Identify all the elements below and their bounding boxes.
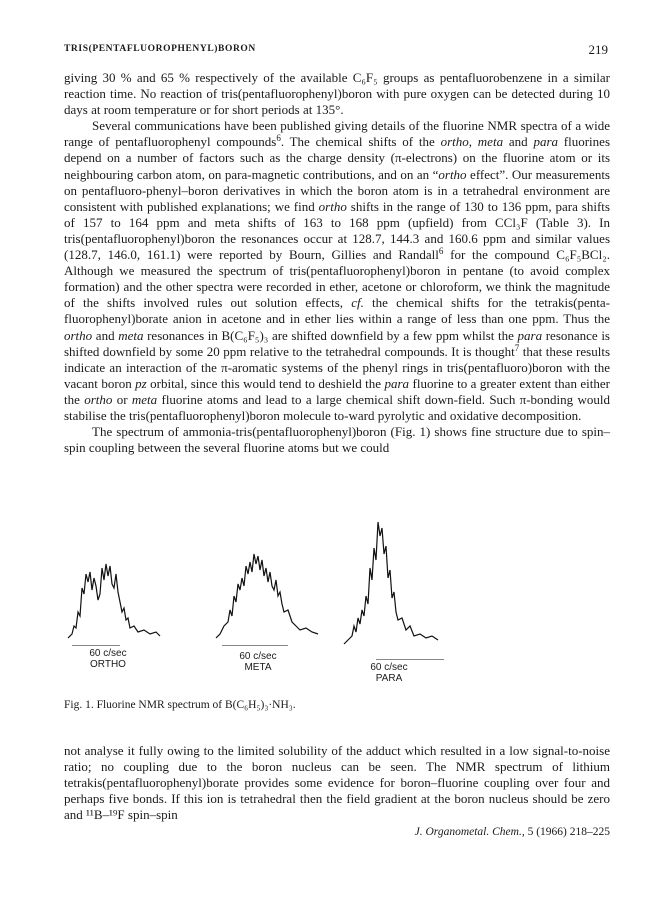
meta-label: META [244,662,272,673]
para-spectrum [340,508,450,660]
figure-caption: Fig. 1. Fluorine NMR spectrum of B(C₆H₅)₃·NH₃. [64,699,296,711]
ortho-scale [78,648,138,670]
body-text-top [64,70,610,456]
paragraph-4: not analyse it fully owing to the limited solubility of the adduct which resulted in a low signal-to-noise ratio; no coupling due to the boron nucleus can be seen. The NMR spectrum of lithium tetrakis(pentafluorophenyl)borate provides some evidence for boron–fluorine coupling over four and perhaps five bonds. If this ion is tetrahedral then the field gradient at the boron nucleus should be zero and ¹¹B–¹⁹F spin–spin [64,743,610,823]
meta-scale [228,651,288,673]
ortho-scale-value: 60 c/sec [89,648,127,659]
meta-spectrum [214,526,324,646]
reference-marker: 6 [276,133,281,144]
reference-marker: 6 [438,246,444,257]
para-scale [354,662,424,684]
reference-marker: 7 [514,342,520,353]
meta-scale-value: 60 c/sec [239,651,277,662]
running-head: TRIS(PENTAFLUOROPHENYL)BORON [64,44,256,54]
citation-detail: 5 (1966) 218–225 [524,826,610,838]
journal-name: J. Organometal. Chem., [414,826,525,838]
paragraph-3: The spectrum of ammonia-tris(pentafluorophenyl)boron (Fig. 1) shows fine structure due to spin–spin coupling between the several fluorine atoms but we could [64,424,610,456]
paragraph-2: Several communications have been published giving details of the fluorine NMR spectra of a wide range of pentafluorophenyl compounds$^6$. The chemical shifts of the ortho, meta and para fluorines depend on a number of factors such as the charge density (π-electrons) on the fluorine atom or its neighbouring carbon atom, on para-magnetic contributions, and on an “ortho effect”. Our measurements on pentafluoro-phenyl–boron derivatives in which the boron atom is in a tetrahedral environment are consistent with published explanations; we find ortho shifts in the range of 130 to 136 ppm, para shifts of 157 to 164 ppm and meta shifts of 163 to 168 ppm (upfield) from CCl₃F (Table 3). In tris(pentafluorophenyl)boron the resonances occur at 128.7, 144.3 and 160.6 ppm and similar values (128.7, 146.0, 161.1) were reported by Bourn, Gillies and Randall$^6$ for the compound C₆F₅BCl₂. Although we measured the spectrum of tris(pentafluorophenyl)boron in pentane (to avoid complex formation) and the other spectra were recorded in ether, acetone or chloroform, we think the magnitude of the shifts involved rules out solution effects, cf. the chemical shifts for the tetrakis(penta-fluorophenyl)borate anion in acetone and in ether lies within a range of less than one ppm. Thus the ortho and meta resonances in B(C₆F₅)₃ are shifted downfield by a few ppm whilst the para resonance is shifted downfield by some 20 ppm relative to the tetrahedral compounds. It is thought$^7$ that these results indicate an interaction of the π-aromatic systems of the phenyl rings in tris(pentafluoro)boron with the vacant boron pz orbital, since this would tend to deshield the para fluorine to a greater extent than either the ortho or meta fluorine atoms and lead to a large chemical shift down-field. Such π-bonding would stabilise the tris(pentafluorophenyl)boron molecule to-ward pyrolytic and oxidative decomposition. [64,118,610,423]
para-scale-value: 60 c/sec [370,662,408,673]
body-text-bottom [64,730,610,836]
page-header [64,44,608,60]
ortho-spectrum [64,528,164,646]
journal-citation [415,826,610,838]
figure-1 [64,528,610,698]
paragraph-1: giving 30 % and 65 % respectively of the available C₆F₅ groups as pentafluorobenzene in a similar reaction time. No reaction of tris(pentafluorophenyl)boron with pure oxygen can be detected during 10 days at room temperature or for short periods at 135°. [64,70,610,118]
ortho-label: ORTHO [90,659,126,670]
page-number: 219 [588,42,608,57]
para-label: PARA [375,673,403,684]
